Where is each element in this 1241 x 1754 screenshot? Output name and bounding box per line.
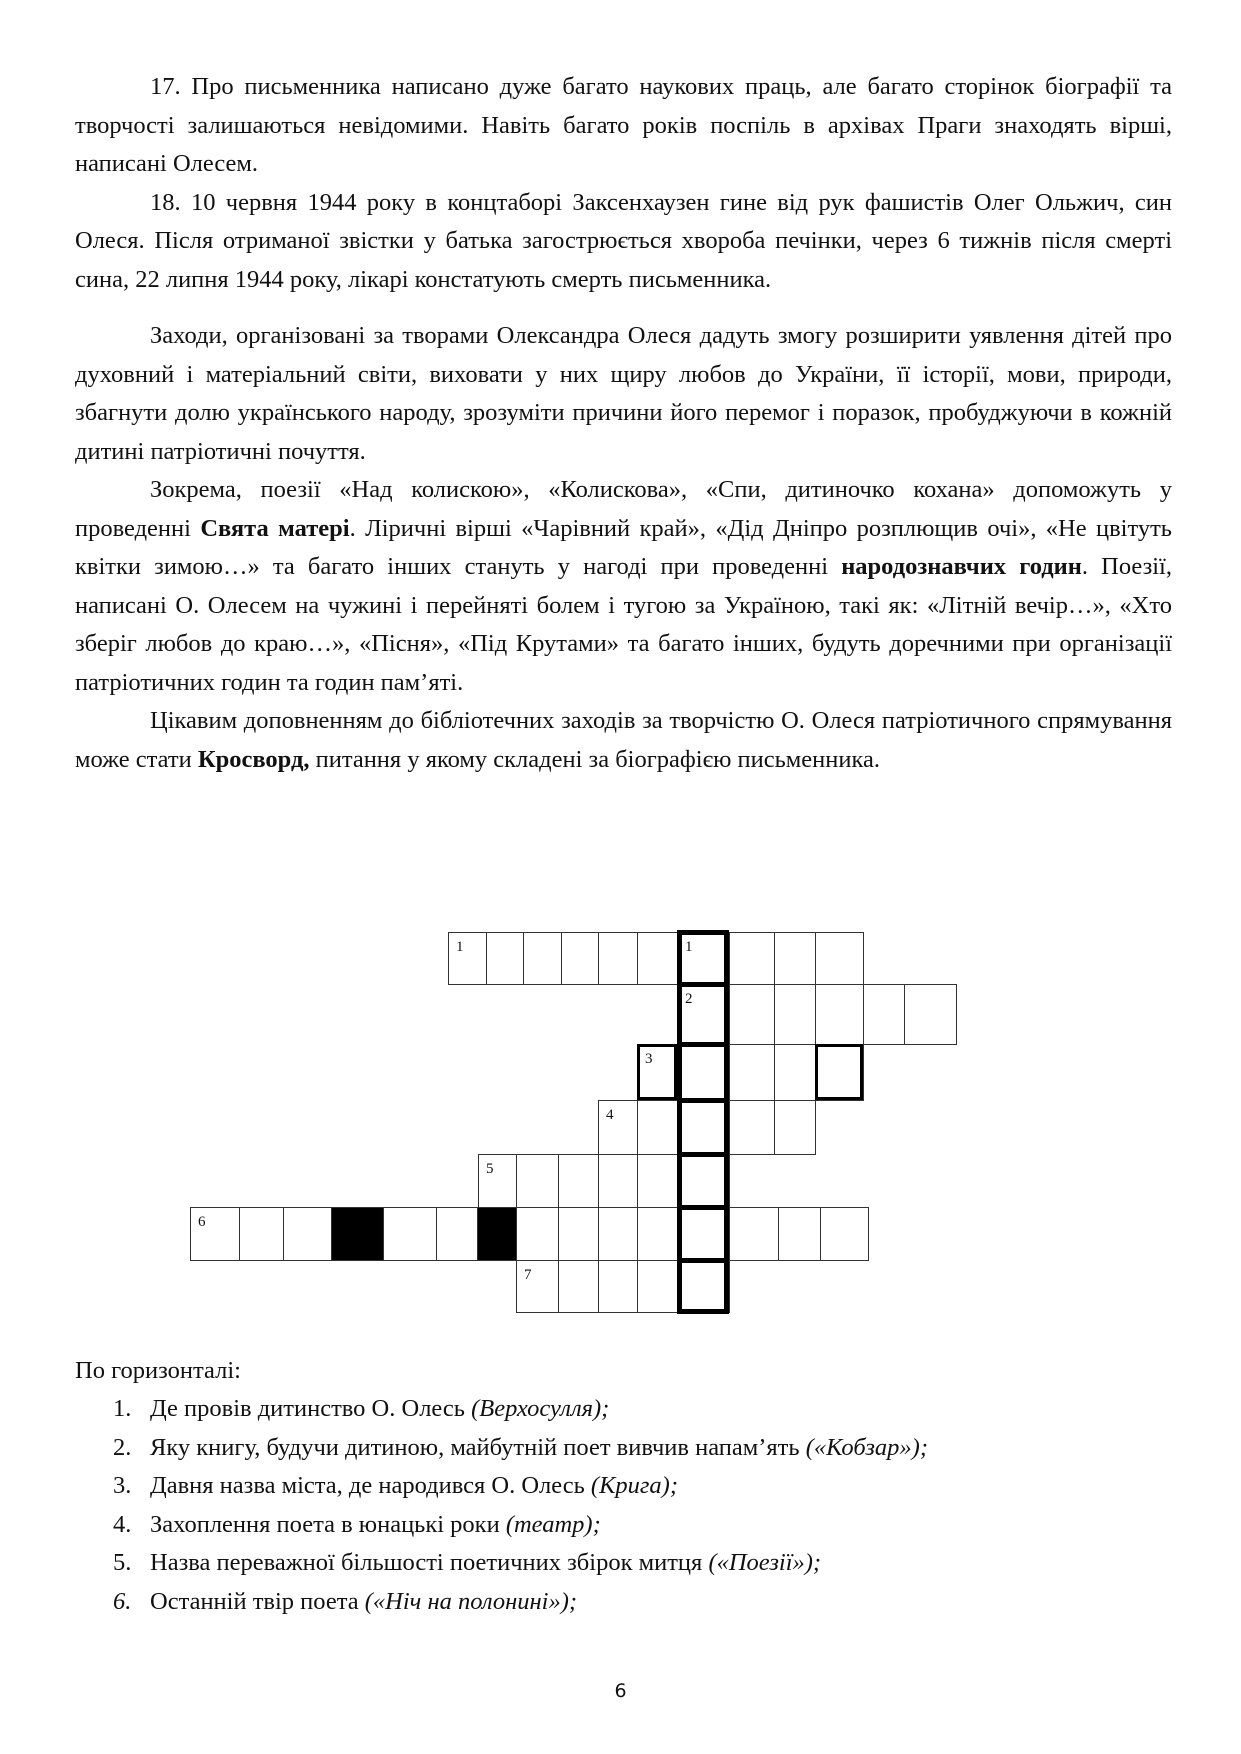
crossword-cell[interactable] <box>729 1207 779 1261</box>
bold-ethnography-hours: народознавчих годин <box>841 553 1082 580</box>
crossword-cell[interactable] <box>637 1154 678 1208</box>
crossword-cell[interactable] <box>637 1207 678 1261</box>
crossword-clue-number: 1 <box>685 939 693 955</box>
clue-number: 4. <box>113 1510 132 1538</box>
clue-number: 5. <box>113 1549 132 1576</box>
crossword-cell[interactable] <box>820 1207 869 1261</box>
clue-text: Захоплення поета в юнацькі роки <box>150 1510 506 1538</box>
crossword-cell[interactable] <box>729 1100 775 1155</box>
crossword-cell[interactable] <box>774 932 816 985</box>
crossword-cell[interactable] <box>478 1154 517 1208</box>
clue-text: Останній твір поета <box>150 1587 365 1615</box>
crossword-cell[interactable] <box>729 932 775 985</box>
crossword-cell[interactable] <box>516 1207 559 1261</box>
crossword-clue-number: 4 <box>606 1107 614 1123</box>
clue-answer: (театр); <box>505 1510 601 1538</box>
crossword-column-divider <box>677 1098 729 1103</box>
crossword-cell[interactable] <box>637 1100 678 1155</box>
crossword-cell[interactable] <box>561 932 599 985</box>
crossword-cell[interactable] <box>774 1100 816 1155</box>
crossword-cell[interactable] <box>383 1207 437 1261</box>
paragraph-events: Заходи, організовані за творами Олександра Олеся дадуть змогу розширити уявлення дітей про духовний і матеріальний світи, виховати у них щиру любов до України, її історії, мови, природи, збагнути долю українського народу, зрозуміти причини його перемог і поразок, пробуджуючи в кожній дитині патріотичні почуття. <box>75 322 1172 465</box>
clue-answer: («Кобзар»); <box>805 1433 928 1461</box>
crossword-outlined-cell <box>815 1044 863 1100</box>
crossword-cell[interactable] <box>637 1260 678 1313</box>
crossword-cell[interactable] <box>774 1044 816 1101</box>
clue-number: 3. <box>113 1472 132 1499</box>
crossword-cell[interactable] <box>283 1207 332 1261</box>
crossword-cell[interactable] <box>863 984 905 1045</box>
clue-number: 2. <box>113 1433 132 1461</box>
crossword-black-cell[interactable] <box>477 1207 517 1261</box>
crossword-cell[interactable] <box>448 932 487 985</box>
clue-answer: (Верхосулля); <box>471 1395 610 1422</box>
crossword-cell[interactable] <box>516 1154 559 1208</box>
clue-item <box>75 1429 1172 1468</box>
crossword-cell[interactable] <box>637 932 678 985</box>
clues-title: По горизонталі: <box>75 1357 241 1384</box>
paragraph-18: 18. 10 червня 1944 року в концтаборі Заксенхаузен гине від рук фашистів Олег Ольжич, син Олеся. Після отриманої звістки у батька загострюється хвороба печінки, через 6 тижнів після смерті сина, 22 липня 1944 року, лікарі констатують смерть письменника. <box>75 188 1172 293</box>
crossword-cell[interactable] <box>815 932 864 985</box>
crossword-cell[interactable] <box>729 1044 775 1101</box>
clue-text: Де провів дитинство О. Олесь <box>150 1395 472 1422</box>
crossword-clue-number: 6 <box>198 1214 206 1230</box>
clue-item <box>75 1506 1172 1545</box>
crossword-cell[interactable] <box>598 1260 638 1313</box>
crossword-cell[interactable] <box>436 1207 478 1261</box>
crossword-cell[interactable] <box>558 1260 599 1313</box>
bold-mothers-day: Свята матері <box>200 514 350 542</box>
crossword-column-divider <box>677 1258 729 1263</box>
clue-answer: (Крига); <box>590 1472 678 1499</box>
clue-item <box>75 1467 1172 1506</box>
crossword-cell[interactable] <box>778 1207 821 1261</box>
crossword-clue-number: 1 <box>456 939 464 955</box>
clue-number: 6. <box>113 1587 132 1615</box>
crossword-cell[interactable] <box>598 932 638 985</box>
crossword-outlined-cell <box>637 1044 677 1100</box>
crossword-cell[interactable] <box>486 932 524 985</box>
crossword-cell[interactable] <box>904 984 957 1045</box>
crossword-cell[interactable] <box>598 1154 638 1208</box>
crossword-column-divider <box>677 982 729 987</box>
crossword-cell[interactable] <box>558 1207 599 1261</box>
crossword-cell[interactable] <box>729 984 775 1045</box>
crossword-clue-number: 5 <box>486 1161 494 1177</box>
crossword-black-cell[interactable] <box>331 1207 384 1261</box>
crossword-cell[interactable] <box>815 984 864 1045</box>
crossword-vertical-column <box>677 930 729 1314</box>
crossword-cell[interactable] <box>598 1207 638 1261</box>
paragraph-17: 17. Про письменника написано дуже багато наукових праць, але багато сторінок біографії та творчості залишаються невідомими. Навіть багато років поспіль в архівах Праги знаходять вірші, написані Олесем. <box>75 73 1172 177</box>
clue-item <box>75 1390 1172 1429</box>
bold-crossword: Кросворд, <box>197 745 310 773</box>
crossword-column-divider <box>677 1042 729 1047</box>
clues-list <box>75 1390 1172 1621</box>
clue-answer: («Поезії»); <box>708 1549 822 1576</box>
paragraph-crossword-intro: Цікавим доповненням до бібліотечних заходів за творчістю О. Олеся патріотичного спрямування може стати Кросворд, питання у якому складені за біографією письменника. <box>75 707 1172 773</box>
clue-answer: («Ніч на полонині»); <box>364 1587 578 1615</box>
crossword-cell[interactable] <box>523 932 562 985</box>
clue-number: 1. <box>113 1395 132 1422</box>
crossword-cell[interactable] <box>516 1260 559 1313</box>
crossword-cell[interactable] <box>239 1207 284 1261</box>
clue-item <box>75 1583 1172 1622</box>
paragraph-poems: Зокрема, поезії «Над колискою», «Колискова», «Спи, дитиночко кохана» допоможуть у проведенні Свята матері. Ліричні вірші «Чарівний край», «Дід Дніпро розплющив очі», «Не цвітуть квітки зимою…» та багато інших стануть у нагоді при проведенні народознавчих годин. Поезії, написані О. Олесем на чужині і перейняті болем і тугою за Україною, такі як: «Літній вечір…», «Хто зберіг любов до краю…», «Пісня», «Під Крутами» та багато інших, будуть доречними при організації патріотичних годин та годин пам’яті. <box>75 476 1172 696</box>
document-body <box>75 68 1172 779</box>
crossword-column-divider <box>677 1152 729 1157</box>
clue-text: Яку книгу, будучи дитиною, майбутній поет вивчив напам’ять <box>150 1433 806 1461</box>
page-number: 6 <box>614 1680 627 1702</box>
crossword-cell[interactable] <box>558 1154 599 1208</box>
crossword-cell[interactable] <box>598 1100 638 1155</box>
crossword-cell[interactable] <box>774 984 816 1045</box>
clue-text: Назва переважної більшості поетичних збірок митця <box>150 1549 709 1576</box>
crossword-clue-number: 2 <box>685 991 693 1007</box>
crossword-column-divider <box>677 1205 729 1210</box>
clue-text: Давня назва міста, де народився О. Олесь <box>150 1472 591 1499</box>
crossword-clue-number: 7 <box>524 1267 532 1283</box>
clue-item <box>75 1544 1172 1583</box>
crossword-clue-number: 3 <box>645 1051 653 1067</box>
